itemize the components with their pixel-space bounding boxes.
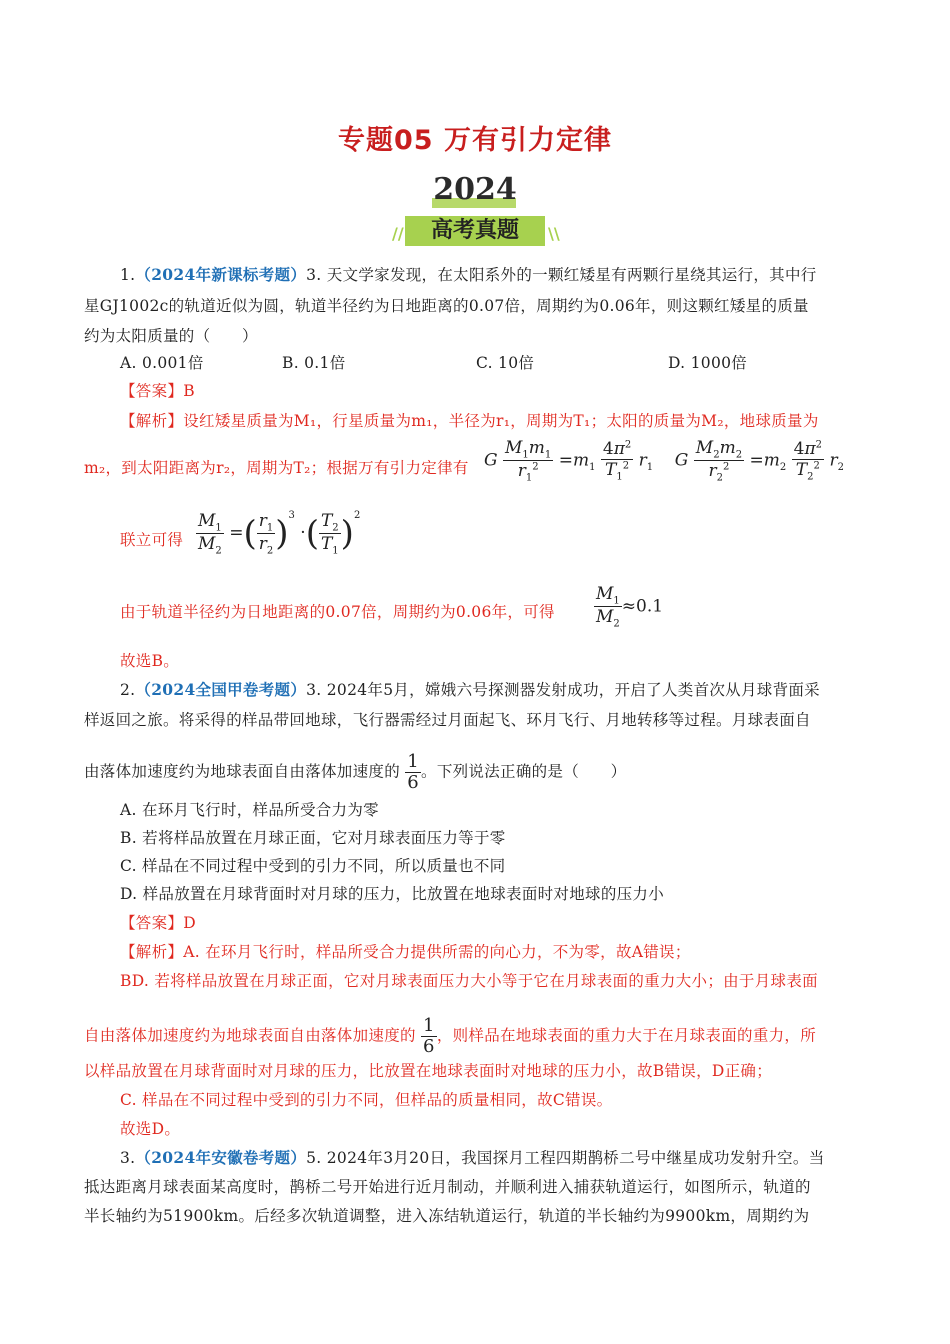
q2-analysis-line5: C. 样品在不同过程中受到的引力不同，但样品的质量相同，故C错误。 (120, 1091, 613, 1109)
year-label: 2024 (433, 172, 517, 207)
q1-result-value: ≈0.1 (621, 596, 664, 617)
q3-line2: 抵达距离月球表面某高度时，鹊桥二号开始进行近月制动，并顺利进入捕获轨道运行，如图所示，轨道的 (84, 1178, 811, 1196)
q2-text1: 3. 2024年5月，嫦娥六号探测器发射成功，开启了人类首次从月球背面采 (306, 681, 820, 699)
q1-option-a: A. 0.001倍 (120, 354, 204, 372)
banner-label: 高考真题 (430, 218, 519, 243)
q2-analysis-line3 (84, 1016, 816, 1057)
q2-analysis-line4: 以样品放置在月球背面时对月球的压力，比放置在地球表面时对地球的压力小，故B错误，D正确； (84, 1062, 773, 1080)
q2-line1 (120, 680, 820, 700)
q2-analysis-line2: BD. 若将样品放置在月球正面，它对月球表面压力大小等于它在月球表面的重力大小；由于月球表面 (120, 972, 818, 990)
q2-analysis-line1: 【解析】A. 在环月飞行时，样品所受合力提供所需的向心力，不为零，故A错误； (120, 943, 691, 961)
q2-number: 2. (120, 681, 136, 699)
slash-decor-right-icon: \\ (548, 224, 560, 243)
q1-ratio-formula: $\frac{M_1}{M_2}$ =( $\frac{r_1}{r_2}$ )$^3$ ·( $\frac{T_2}{T_1}$ )$^2$ (198, 510, 361, 557)
q1-source: （2024年新课标考题） (135, 265, 307, 284)
q1-result-text: 由于轨道半径约为日地距离的0.07倍，周期约为0.06年，可得 (120, 603, 555, 621)
q1-text1: 3. 天文学家发现，在太阳系外的一颗红矮星有两颗行星绕其运行，其中行 (306, 266, 817, 284)
q1-option-c: C. 10倍 (476, 354, 535, 372)
q1-line2: 星GJ1002c的轨道近似为圆，轨道半径约为日地距离的0.07倍，周期约为0.06年，则这颗红矮星的质量 (84, 297, 809, 315)
q2-fraction-one-sixth: $\frac{1}{6}$ (407, 751, 420, 793)
q3-text1: 5. 2024年3月20日，我国探月工程四期鹊桥二号中继星成功发射升空。当 (306, 1149, 825, 1167)
q1-combine-label: 联立可得 (120, 531, 184, 549)
q1-answer: 【答案】B (120, 382, 195, 400)
q1-line3: 约为太阳质量的（ ） (84, 327, 258, 345)
q3-number: 3. (120, 1149, 136, 1167)
q1-option-b: B. 0.1倍 (282, 354, 346, 372)
q2-line3 (84, 752, 626, 793)
q2-conclusion: 故选D。 (120, 1120, 181, 1138)
page-title: 专题05 万有引力定律 (338, 125, 612, 156)
q1-line1 (120, 265, 817, 285)
slash-decor-left-icon: // (392, 224, 404, 243)
q3-source: （2024年安徽卷考题） (135, 1148, 307, 1167)
q1-number: 1. (120, 266, 136, 284)
q1-analysis-line2: m₂，到太阳距离为r₂，周期为T₂；根据万有引力定律有 (84, 459, 469, 477)
q2-option-b: B. 若将样品放置在月球正面，它对月球表面压力等于零 (120, 829, 506, 847)
q2-answer: 【答案】D (120, 914, 196, 932)
q1-gravitation-formula: G $\frac{M_1m_1}{r_1^2}$ $=m_1$ $\frac{4\pi^2}{T_1^2}$ $r_1$ G $\frac{M_2m_2}{r_2^2}$ $=m_2$ $\frac{4\pi^2}{T_2^2}$ $r_2$ (484, 438, 844, 484)
q3-line3: 半长轴约为51900km。后经多次轨道调整，进入冻结轨道运行，轨道的半长轴约为9900km，周期约为 (84, 1207, 810, 1225)
exam-banner (405, 216, 545, 246)
q2-text3a: 由落体加速度约为地球表面自由落体加速度的 (84, 762, 401, 781)
q2-option-d: D. 样品放置在月球背面时对月球的压力，比放置在地球表面时对地球的压力小 (120, 885, 665, 903)
q1-conclusion: 故选B。 (120, 652, 180, 670)
q1-option-d: D. 1000倍 (668, 354, 748, 372)
q3-line1 (120, 1148, 825, 1168)
q2-source: （2024全国甲卷考题） (135, 680, 307, 699)
q2-option-c: C. 样品在不同过程中受到的引力不同，所以质量也不同 (120, 857, 506, 875)
q2-option-a: A. 在环月飞行时，样品所受合力为零 (120, 801, 379, 819)
q1-result-formula: $\frac{M_1}{M_2}$ ≈0.1 (596, 584, 664, 630)
q2-analysis-fraction-one-sixth: $\frac{1}{6}$ (423, 1015, 435, 1057)
q1-analysis-line1: 【解析】设红矮星质量为M₁，行星质量为m₁，半径为r₁，周期为T₁；太阳的质量为M₂，地球质量为 (120, 412, 819, 430)
q2-line2: 样返回之旅。将采得的样品带回地球，飞行器需经过月面起飞、环月飞行、月地转移等过程。月球表面自 (84, 711, 811, 729)
q2-analysis3b: ，则样品在地球表面的重力大于在月球表面的重力，所 (436, 1026, 817, 1045)
q2-text3b: 。下列说法正确的是（ ） (421, 762, 627, 781)
q2-analysis3a: 自由落体加速度约为地球表面自由落体加速度的 (84, 1026, 416, 1045)
